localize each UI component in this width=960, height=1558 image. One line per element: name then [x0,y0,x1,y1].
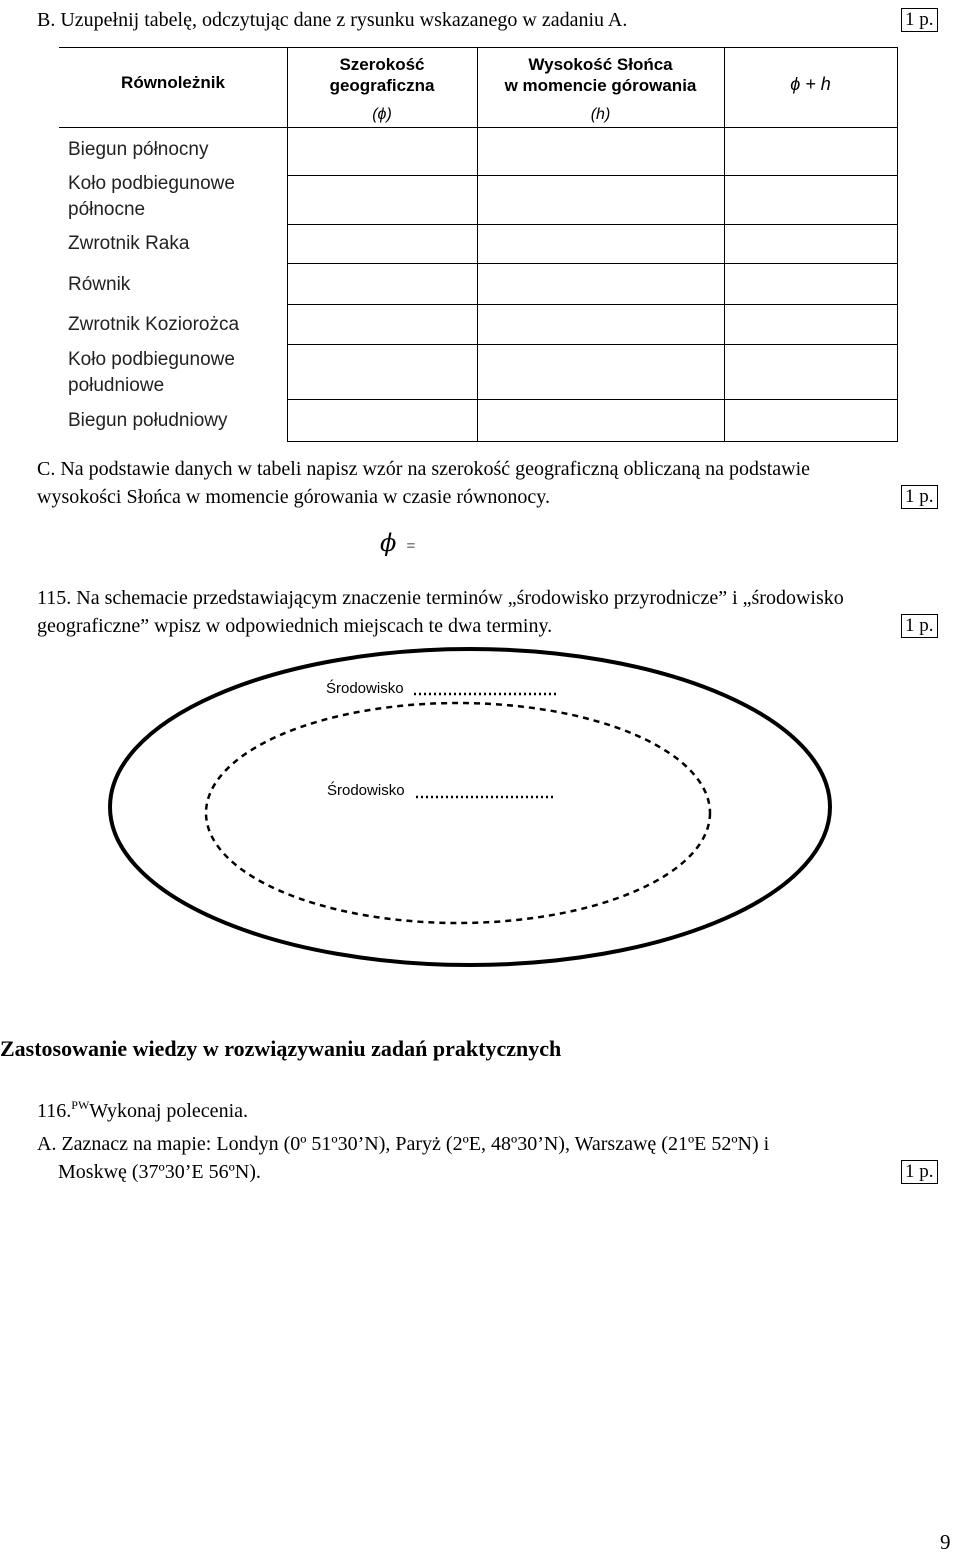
header-latitude-line1: Szerokość [339,55,425,74]
task-115-points-box: 1 p. [901,614,938,638]
task-c-line2: wysokości Słońca w momencie górowania w czasie równonocy. [37,486,551,508]
environment-diagram [0,640,960,980]
task-116-heading [37,1093,248,1123]
header-sun-height-line2: w momencie górowania [504,76,697,95]
header-latitude-line2: geograficzna [329,76,435,95]
task-116-number: 116. [37,1100,72,1122]
task-116-superscript: PW [71,1098,90,1112]
row-north-pole: Biegun północny [68,139,209,160]
inner-dashed-ellipse [206,703,710,923]
task-116-a-line2: Moskwę (37º30’E 56ºN). [58,1161,261,1183]
header-latitude-symbol: (ϕ) [372,106,392,123]
row-antarctic-circle: Koło podbiegunowe [68,349,235,370]
formula-phi-symbol: ϕ [380,529,397,557]
task-116-points-box: 1 p. [901,1160,938,1184]
task-c-line1: C. Na podstawie danych w tabeli napisz wzór na szerokość geograficzną obliczaną na podstawie [37,458,811,480]
inner-environment-label: Środowisko [327,782,405,799]
row-south-pole: Biegun południowy [68,410,228,431]
row-antarctic-circle-line2: południowe [68,375,165,396]
row-arctic-circle-line2: północne [68,199,146,220]
row-tropic-of-capricorn: Zwrotnik Koziorożca [68,314,240,335]
task-115-line2: geograficzne” wpisz w odpowiednich miejscach te dwa terminy. [37,615,553,637]
task-115-line1: 115. Na schemacie przedstawiającym znaczenie terminów „środowisko przyrodnicze” i „środowisko [37,587,844,609]
section-title: Zastosowanie wiedzy w rozwiązywaniu zadań praktycznych [0,1036,562,1061]
header-parallel: Równoleżnik [121,73,225,92]
task-c-points-box: 1 p. [901,485,938,509]
row-tropic-of-cancer: Zwrotnik Raka [68,233,190,254]
header-sum: ϕ + h [790,74,831,94]
task-116-a-line1: A. Zaznacz na mapie: Londyn (0º 51º30’N), Paryż (2ºE, 48º30’N), Warszawę (21ºE 52ºN) i [37,1133,770,1155]
formula-phi [380,529,415,557]
outer-environment-label: Środowisko [326,680,404,697]
task-b-text: B. Uzupełnij tabelę, odczytując dane z rysunku wskazanego w zadaniu A. [37,9,628,31]
outer-ellipse [110,649,830,965]
row-equator: Równik [68,274,131,295]
header-sun-height-symbol: (h) [590,106,611,123]
row-arctic-circle: Koło podbiegunowe [68,173,235,194]
header-sun-height-line1: Wysokość Słońca [528,55,673,74]
formula-equals: = [406,538,416,555]
task-b-points-box: 1 p. [901,8,938,32]
task-116-instruction: Wykonaj polecenia. [89,1100,248,1122]
page-number: 9 [940,1530,951,1554]
